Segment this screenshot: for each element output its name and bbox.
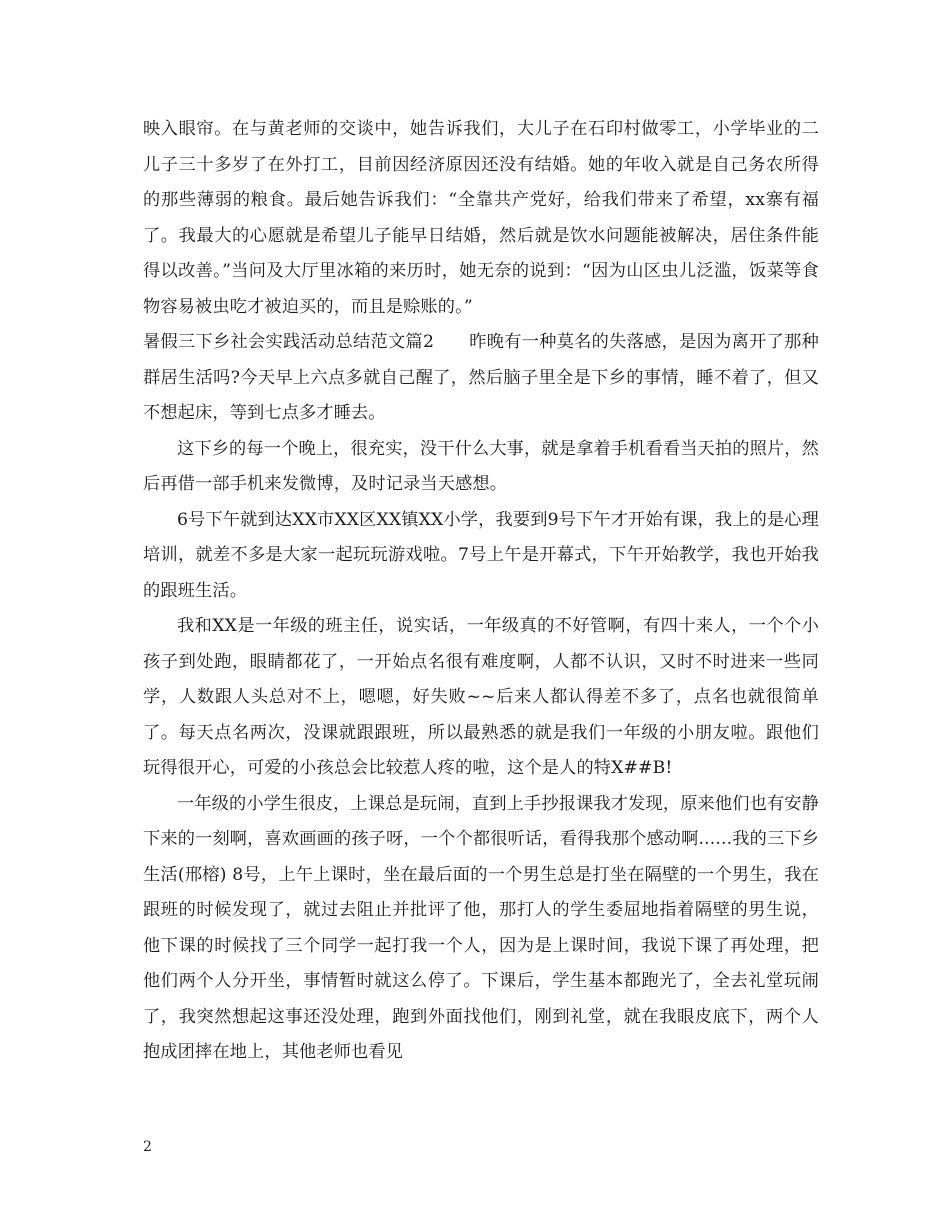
paragraph-6: 一年级的小学生很皮，上课总是玩闹，直到上手抄报课我才发现，原来他们也有安静下来的一刻啊，喜欢画画的孩子呀，一个个都很听话，看得我那个感动啊......我的三下乡生活(邢榕) 8号，上午上课时，坐在最后面的一个男生总是打坐在隔壁的一个男生，我在跟班的时候发现了，就过去阻止并批评了他，那打人的学生委屈地指着隔壁的男生说，他下课的时候找了三个同学一起打我一个人，因为是上课时间，我说下课了再处理，把他们两个人分开坐，事情暂时就这么停了。下课后，学生基本都跑光了，全去礼堂玩闹了，我突然想起这事还没处理，跑到外面找他们，刚到礼堂，就在我眼皮底下，两个人抱成团摔在地上，其他老师也看见 bbox=[143, 793, 819, 1062]
body-text bbox=[143, 112, 819, 1071]
paragraph-3: 这下乡的每一个晚上，很充实，没干什么大事，就是拿着手机看看当天拍的照片，然后再借一部手机来发微博，及时记录当天感想。 bbox=[143, 438, 819, 494]
paragraph-5: 我和XX是一年级的班主任，说实话，一年级真的不好管啊，有四十来人，一个个小孩子到处跑，眼睛都花了，一开始点名很有难度啊，人都不认识，又时不时进来一些同学，人数跟人头总对不上，嗯嗯，好失败~~后来人都认得差不多了，点名也就很简单了。每天点名两次，没课就跟跟班，所以最熟悉的就是我们一年级的小朋友啦。跟他们玩得很开心，可爱的小孩总会比较惹人疼的啦，这个是人的特X##B! bbox=[143, 616, 819, 778]
page-number: 2 bbox=[143, 1139, 152, 1155]
paragraph-4: 6号下午就到达XX市XX区XX镇XX小学，我要到9号下午才开始有课，我上的是心理培训，就差不多是大家一起玩玩游戏啦。7号上午是开幕式，下午开始教学，我也开始我的跟班生活。 bbox=[143, 509, 819, 601]
paragraph-1: 映入眼帘。在与黄老师的交谈中，她告诉我们，大儿子在石印村做零工，小学毕业的二儿子三十多岁了在外打工，目前因经济原因还没有结婚。她的年收入就是自己务农所得的那些薄弱的粮食。最后她告诉我们：“全靠共产党好，给我们带来了希望，xx寨有福了。我最大的心愿就是希望儿子能早日结婚，然后就是饮水问题能被解决，居住条件能得以改善。”当问及大厅里冰箱的来历时，她无奈的说到：“因为山区虫儿泛滥，饭菜等食物容易被虫吃才被迫买的，而且是赊账的。” bbox=[143, 119, 819, 317]
paragraph-2: 暑假三下乡社会实践活动总结范文篇2 昨晚有一种莫名的失落感，是因为离开了那种群居生活吗?今天早上六点多就自己醒了，然后脑子里全是下乡的事情，睡不着了，但又不想起床，等到七点多才睡去。 bbox=[143, 332, 819, 423]
